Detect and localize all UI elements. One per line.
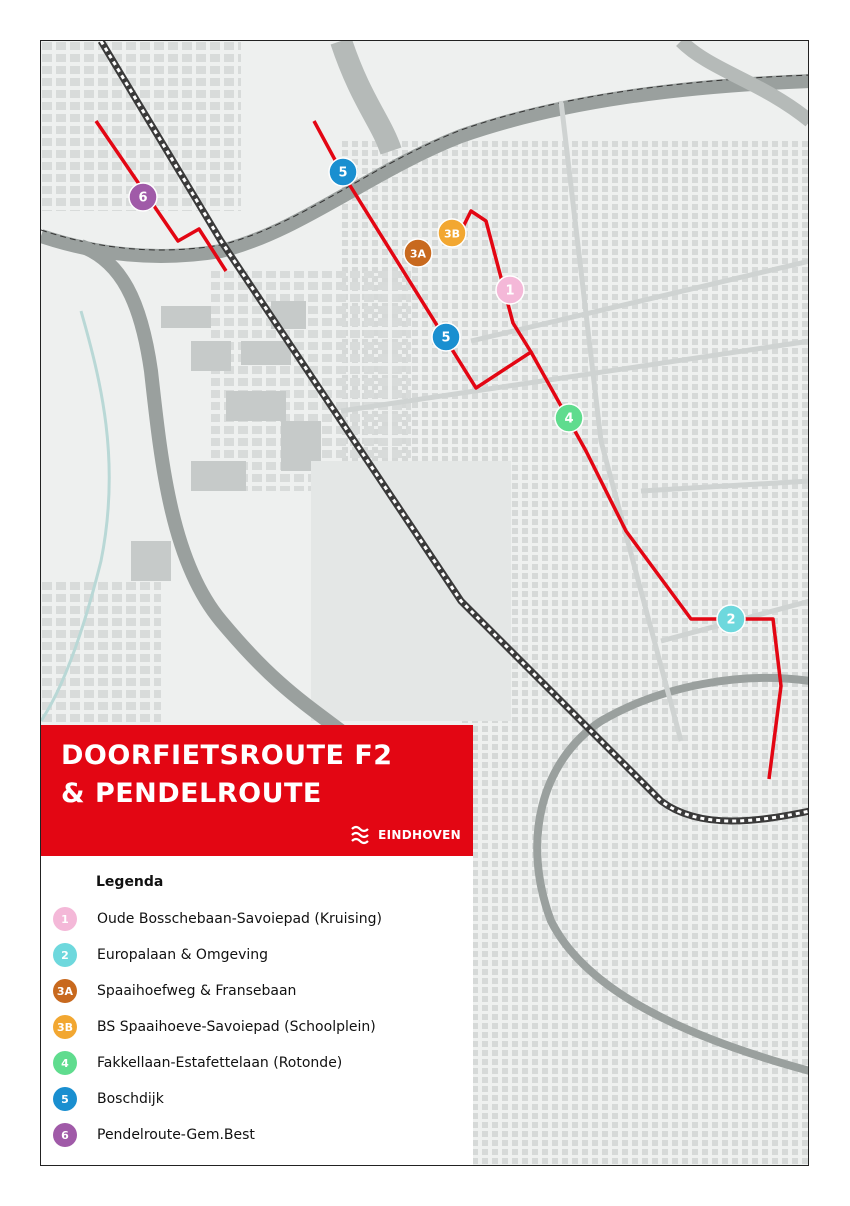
legend-title: Legenda	[96, 874, 164, 890]
legend-label: Europalaan & Omgeving	[97, 947, 269, 963]
legend-marker-icon: 3A	[53, 979, 77, 1003]
map-marker-label: 3A	[409, 247, 427, 261]
open-fields	[311, 461, 511, 721]
legend-label: Pendelroute-Gem.Best	[97, 1127, 255, 1143]
map-marker-2	[717, 605, 745, 633]
brand	[350, 824, 461, 846]
map-title-line-1: DOORFIETSROUTE F2	[61, 740, 393, 771]
legend-item	[53, 1014, 376, 1040]
map-marker-5	[432, 323, 460, 351]
map-marker-label: 2	[726, 612, 736, 628]
map-marker-label: 4	[564, 411, 574, 427]
map-marker-5	[329, 158, 357, 186]
map-marker-label: 1	[505, 283, 515, 299]
legend-marker-icon: 6	[53, 1123, 77, 1147]
map-marker-1	[496, 276, 524, 304]
map-marker-6	[129, 183, 157, 211]
map-marker-4	[555, 404, 583, 432]
legend-marker-icon: 1	[53, 907, 77, 931]
legend-label: Fakkellaan-Estafettelaan (Rotonde)	[97, 1055, 343, 1071]
legend-item	[53, 1050, 342, 1076]
legend-marker-icon: 3B	[53, 1015, 77, 1039]
brand-name: EINDHOVEN	[378, 828, 461, 842]
legend-item	[53, 1086, 164, 1112]
legend-item	[53, 942, 268, 968]
map-marker-label: 5	[338, 165, 348, 181]
map-marker-label: 6	[138, 190, 148, 206]
map-marker-label: 3B	[443, 227, 461, 241]
legend-panel	[41, 856, 473, 1166]
legend-label: Boschdijk	[97, 1091, 164, 1107]
legend-item	[53, 978, 296, 1004]
legend-label: BS Spaaihoeve-Savoiepad (Schoolplein)	[97, 1019, 376, 1035]
map-marker-3b	[438, 219, 466, 247]
legend-marker-icon: 4	[53, 1051, 77, 1075]
map-title-line-2: & PENDELROUTE	[61, 778, 322, 809]
map-frame	[40, 40, 809, 1166]
legend-item	[53, 1122, 255, 1148]
title-panel	[41, 725, 473, 856]
map-marker-3a	[404, 239, 432, 267]
legend-label: Spaaihoefweg & Fransebaan	[97, 983, 297, 999]
eindhoven-logo-icon	[350, 824, 372, 846]
map-marker-label: 5	[441, 330, 451, 346]
legend-marker-icon: 5	[53, 1087, 77, 1111]
legend-label: Oude Bosschebaan-Savoiepad (Kruising)	[97, 911, 382, 927]
legend-item	[53, 906, 382, 932]
legend-marker-icon: 2	[53, 943, 77, 967]
